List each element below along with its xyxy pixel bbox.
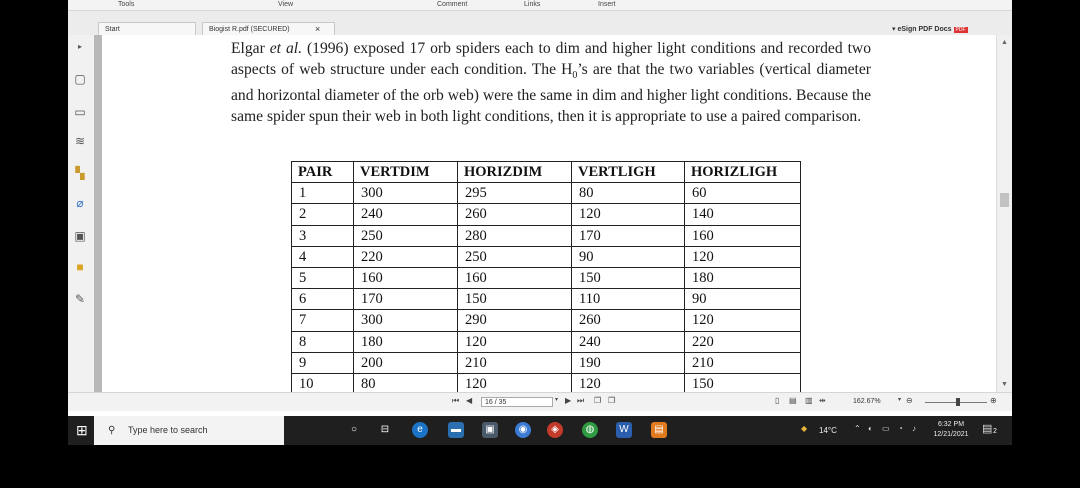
table-row [292,352,801,373]
table-cell: 6 [292,289,354,310]
layers-icon[interactable]: ≋ [74,134,86,148]
spider-web-data-table [291,161,801,392]
table-cell: 170 [354,289,458,310]
menu-view[interactable]: View [278,1,294,8]
table-cell: 9 [292,352,354,373]
table-cell: 3 [292,225,354,246]
clock-date: 12/21/2021 [933,431,969,438]
vertical-scrollbar[interactable] [996,35,1012,392]
table-cell: 220 [685,331,801,352]
network-icon[interactable]: ◐ [868,424,873,433]
esign-badge: PDF [955,27,966,33]
table-cell: 8 [292,331,354,352]
left-tool-rail [68,35,95,410]
tab-start-label: Start [105,26,120,33]
windows-taskbar [68,416,1012,445]
table-cell: 120 [685,246,801,267]
table-header-cell: VERTDIM [354,162,458,183]
zoom-out-icon[interactable]: ⊖ [906,396,913,405]
windows-start-icon[interactable]: ⊞ [76,422,88,438]
system-clock[interactable] [930,420,972,440]
first-page-icon[interactable]: ⏮ [452,396,460,405]
table-row [292,267,801,288]
copy-page-icon[interactable]: ❐ [594,396,602,405]
taskbar-search-input[interactable] [94,416,284,445]
zoom-app-icon[interactable]: ◉ [515,422,531,438]
temperature[interactable]: 14°C [819,426,837,435]
search-icon: ⚲ [108,425,116,436]
table-cell: 60 [685,183,801,204]
table-cell: 220 [354,246,458,267]
para-body-b: ’s are that the two variables (vertical diameter and horizontal diameter of the orb web) were the same in dim and higher light conditions. Because the same spider spun their web in both light conditions, then it is appropriate to use a paired comparison. [231,60,871,125]
table-cell: 160 [685,225,801,246]
table-cell: 120 [685,310,801,331]
table-cell: 190 [572,352,685,373]
table-row [292,331,801,352]
table-cell: 90 [685,289,801,310]
scrollbar-thumb[interactable] [1000,193,1009,207]
table-cell: 2 [292,204,354,225]
table-cell: 150 [458,289,572,310]
table-header-cell: PAIR [292,162,354,183]
tab-close-icon[interactable]: × [315,24,321,34]
table-cell: 150 [685,373,801,392]
dropdown-icon: ▾ [892,26,896,33]
bookmark-icon[interactable]: ▭ [74,105,86,119]
table-cell: 300 [354,183,458,204]
menu-bar [68,0,1012,11]
table-cell: 80 [572,183,685,204]
para-lead: Elgar [231,40,270,57]
volume-icon[interactable]: ♪ [912,424,916,433]
edge-browser-icon[interactable]: e [412,422,428,438]
clock-time: 6:32 PM [937,421,965,428]
navigation-panel-strip[interactable] [94,35,102,392]
para-body-a: (1996) exposed 17 orb spiders each to dim and higher light conditions and recorded two aspects of web structure under each condition. The H [231,40,871,78]
tab-bar [68,11,1012,36]
file-explorer-icon[interactable]: ▬ [448,422,464,438]
table-cell: 7 [292,310,354,331]
table-header-cell: HORIZLIGH [685,162,801,183]
table-row [292,246,801,267]
lock-icon[interactable]: ■ [76,260,84,274]
table-cell: 170 [572,225,685,246]
table-cell: 240 [354,204,458,225]
cortana-icon[interactable]: ○ [350,424,358,435]
notification-count: 2 [993,428,997,435]
table-cell: 160 [354,267,458,288]
para-subscript: 0 [572,69,578,81]
table-row [292,204,801,225]
document-paragraph [231,39,871,127]
search-placeholder: Type here to search [128,425,208,435]
table-cell: 295 [458,183,572,204]
table-cell: 1 [292,183,354,204]
table-row [292,289,801,310]
scroll-view-icon[interactable]: ▥ [805,396,813,405]
tray-chevron-icon[interactable]: ⌃ [854,424,861,433]
document-page [102,35,996,392]
menu-comment[interactable]: Comment [437,1,468,8]
table-cell: 110 [572,289,685,310]
table-cell: 120 [572,204,685,225]
scroll-down-icon[interactable]: ▼ [1001,381,1008,388]
table-cell: 260 [458,204,572,225]
zoom-level[interactable]: 162.67% [853,398,881,405]
table-cell: 290 [458,310,572,331]
table-cell: 260 [572,310,685,331]
table-cell: 4 [292,246,354,267]
table-cell: 140 [685,204,801,225]
table-cell: 10 [292,373,354,392]
table-header-cell: HORIZDIM [458,162,572,183]
fit-width-icon[interactable]: ⇹ [819,396,826,405]
table-cell: 280 [458,225,572,246]
pdf-app-window [68,0,1012,445]
tab-document-label: Biogist R.pdf (SECURED) [209,26,290,33]
table-row [292,310,801,331]
table-header-cell: VERTLIGH [572,162,685,183]
table-row [292,225,801,246]
table-cell: 240 [572,331,685,352]
table-cell: 5 [292,267,354,288]
menu-tools[interactable]: Tools [118,1,135,8]
media-app-icon[interactable]: ◈ [547,422,563,438]
last-page-icon[interactable]: ⏭ [577,396,585,405]
table-cell: 210 [685,352,801,373]
zoom-dropdown-icon[interactable]: ▾ [898,397,902,403]
word-icon[interactable]: W [616,422,632,438]
table-cell: 120 [458,331,572,352]
table-cell: 180 [354,331,458,352]
scroll-up-icon[interactable]: ▲ [1001,39,1008,46]
page-number-input[interactable]: 16 / 35 [481,397,553,407]
pdf-app-icon[interactable]: ▤ [651,422,667,438]
menu-links[interactable]: Links [524,1,541,8]
tab-document[interactable] [202,22,335,36]
page-dropdown-icon[interactable]: ▾ [555,397,559,403]
fill-sign-icon[interactable]: ✎ [74,292,86,306]
table-cell: 120 [458,373,572,392]
table-cell: 200 [354,352,458,373]
esign-label: eSign PDF Docs [897,26,952,33]
table-row [292,373,801,392]
para-etal: et al. [269,40,302,57]
table-body [292,183,801,392]
chrome-icon[interactable]: ◍ [582,422,598,438]
two-page-view-icon[interactable]: ▤ [789,396,797,405]
menu-insert[interactable]: Insert [598,1,616,8]
notification-center-icon[interactable]: ▤ [982,423,993,435]
table-cell: 300 [354,310,458,331]
table-cell: 250 [354,225,458,246]
table-cell: 160 [458,267,572,288]
signature-field-icon[interactable]: ▣ [74,229,86,243]
prev-page-icon[interactable]: ◀ [466,396,473,405]
store-icon[interactable]: ▣ [482,422,498,438]
esign-button[interactable] [892,25,968,33]
fit-page-icon[interactable]: ❐ [608,396,616,405]
status-bar [68,392,1012,411]
table-row [292,183,801,204]
table-cell: 250 [458,246,572,267]
battery-icon[interactable]: ▭ [882,424,890,433]
wifi-icon[interactable]: ◔ [898,424,903,433]
tab-start[interactable] [98,22,196,36]
table-header-row [292,162,801,183]
zoom-in-icon[interactable]: ⊕ [990,396,997,405]
table-cell: 80 [354,373,458,392]
table-cell: 180 [685,267,801,288]
expand-icon[interactable]: ▸ [77,42,82,51]
table-cell: 90 [572,246,685,267]
comments-icon[interactable]: ▚ [75,166,85,180]
table-cell: 210 [458,352,572,373]
table-cell: 120 [572,373,685,392]
zoom-slider-knob[interactable] [956,398,960,406]
single-page-view-icon[interactable]: ▯ [775,396,780,405]
task-view-icon[interactable]: ⊟ [380,424,390,435]
next-page-icon[interactable]: ▶ [565,396,572,405]
attachment-icon[interactable]: ⌀ [76,196,84,210]
table-cell: 150 [572,267,685,288]
page-thumbnail-icon[interactable]: ▢ [74,72,86,86]
weather-icon[interactable]: ◆ [801,424,808,433]
